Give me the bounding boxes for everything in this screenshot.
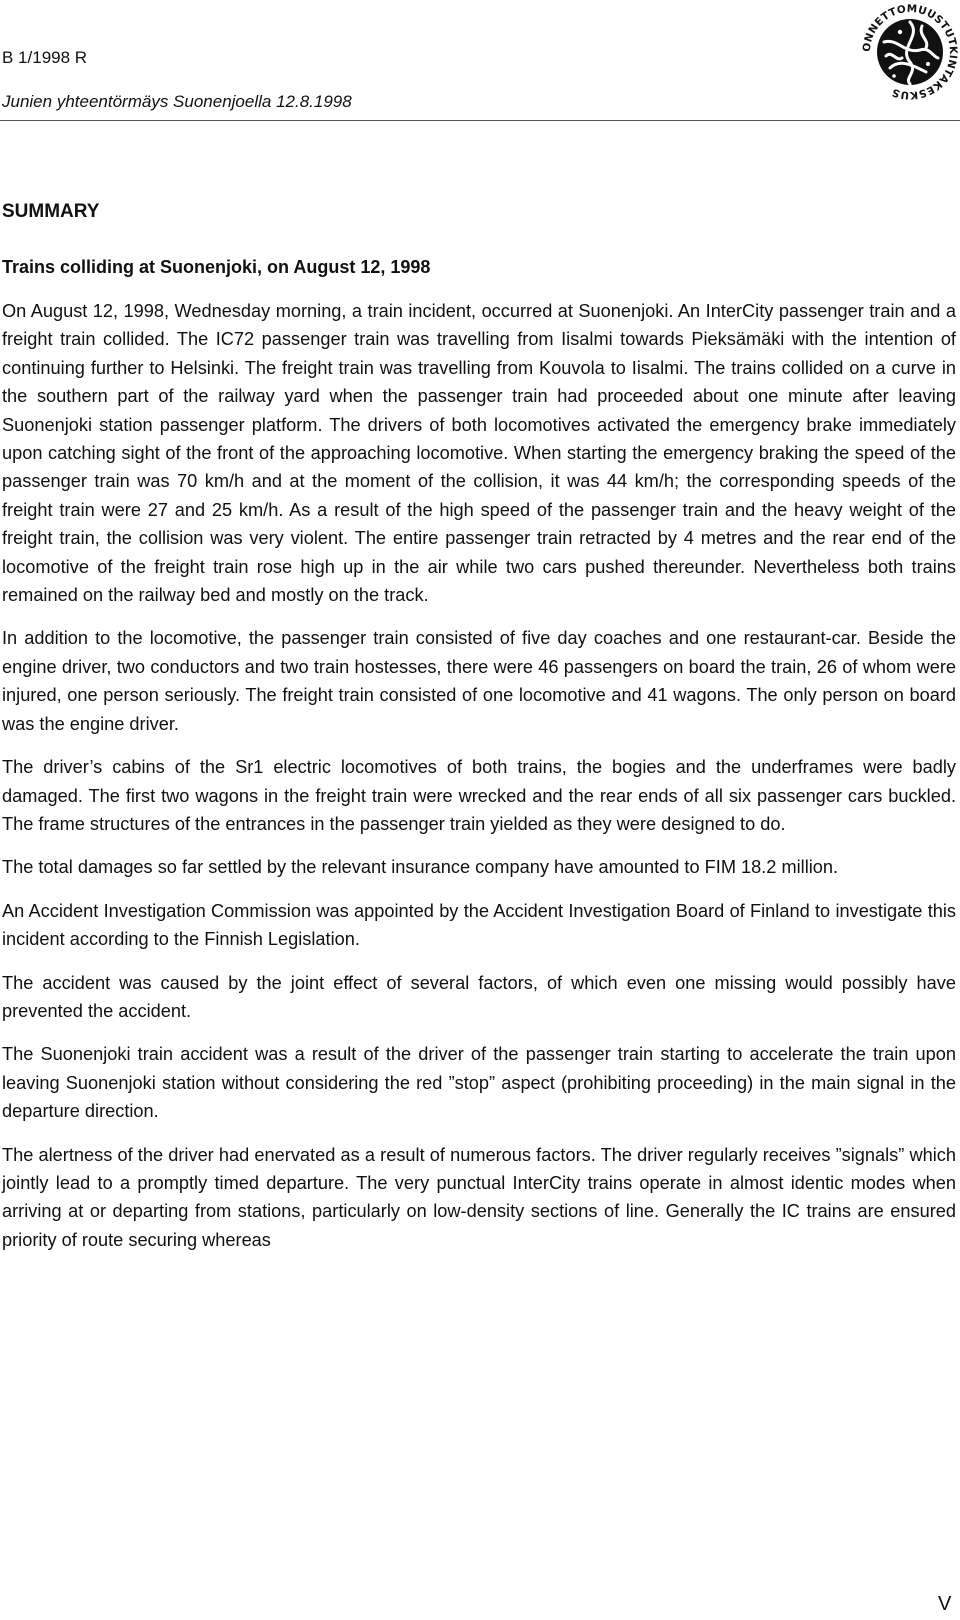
logo-lettering: ONNETTOMUUSTUTKINTAKESKUS [860,2,960,102]
paragraph-insurance: The total damages so far settled by the relevant insurance company have amounted to FIM 18.2 million. [2,857,839,878]
paragraph-damage: The driver’s cabins of the Sr1 electric locomotives of both trains, the bogies and the underframes were badly damaged. The first two wagons in the freight train were wrecked and the rear ends of all six passenger cars buckled. The frame structures of the entrances in the passenger train yielded as they were designed to do. [2,757,956,834]
page-header [0,0,960,122]
document-subtitle: Trains colliding at Suonenjoki, on August 12, 1998 [2,257,431,277]
header-divider [0,120,960,121]
section-title: SUMMARY [2,201,100,222]
paragraph-cause: The accident was caused by the joint effect of several factors, of which even one missing would possibly have prevented the accident. [2,972,956,1021]
paragraph-alertness: The alertness of the driver had enervated as a result of numerous factors. The driver regularly receives ”signals” which jointly lead to a promptly timed departure. The very punctual InterCity trains operate in almost identic modes when arriving at or departing from stations, particularly on low-density sections of line. Generally the IC trains are ensured priority of route securing whereas [2,1144,956,1250]
report-title: Junien yhteentörmäys Suonenjoella 12.8.1998 [2,92,352,111]
document-body [2,198,956,1254]
report-code: B 1/1998 R [2,48,88,67]
paragraph-incident: On August 12, 1998, Wednesday morning, a train incident, occurred at Suonenjoki. An InterCity passenger train and a freight train collided. The IC72 passenger train was travelling from Iisalmi towards Pieksämäki with the intention of continuing further to Helsinki. The freight train was travelling from Kouvola to Iisalmi. The trains collided on a curve in the southern part of the railway yard when the passenger train had proceeded about one minute after leaving Suonenjoki station passenger platform. The drivers of both locomotives activated the emergency brake immediately upon catching sight of the front of the approaching locomotive. When starting the emergency braking the speed of the passenger train was 70 km/h and at the moment of the collision, it was 44 km/h; the corresponding speeds of the freight train were 27 and 25 km/h. As a result of the high speed of the passenger train and the heavy weight of the freight train, the collision was very violent. The entire passenger train retracted by 4 metres and the rear end of the locomotive of the freight train rose high up in the air while two cars pushed thereunder. Nevertheless both trains remained on the railway bed and mostly on the track. [2,301,956,606]
paragraph-train-composition: In addition to the locomotive, the passenger train consisted of five day coaches and one restaurant-car. Beside the engine driver, two conductors and two train hostesses, there were 46 passengers on board the train, 26 of whom were injured, one person seriously. The freight train consisted of one locomotive and 41 wagons. The only person on board was the engine driver. [2,628,956,734]
seal-icon [860,2,960,102]
page-number: V [938,1593,952,1615]
paragraph-driver-error: The Suonenjoki train accident was a result of the driver of the passenger train starting to accelerate the train upon leaving Suonenjoki station without considering the red ”stop” aspect (prohibiting proceeding) in the main signal in the departure direction. [2,1044,956,1122]
paragraph-commission: An Accident Investigation Commission was appointed by the Accident Investigation Board of Finland to investigate this incident according to the Finnish Legislation. [2,900,956,950]
